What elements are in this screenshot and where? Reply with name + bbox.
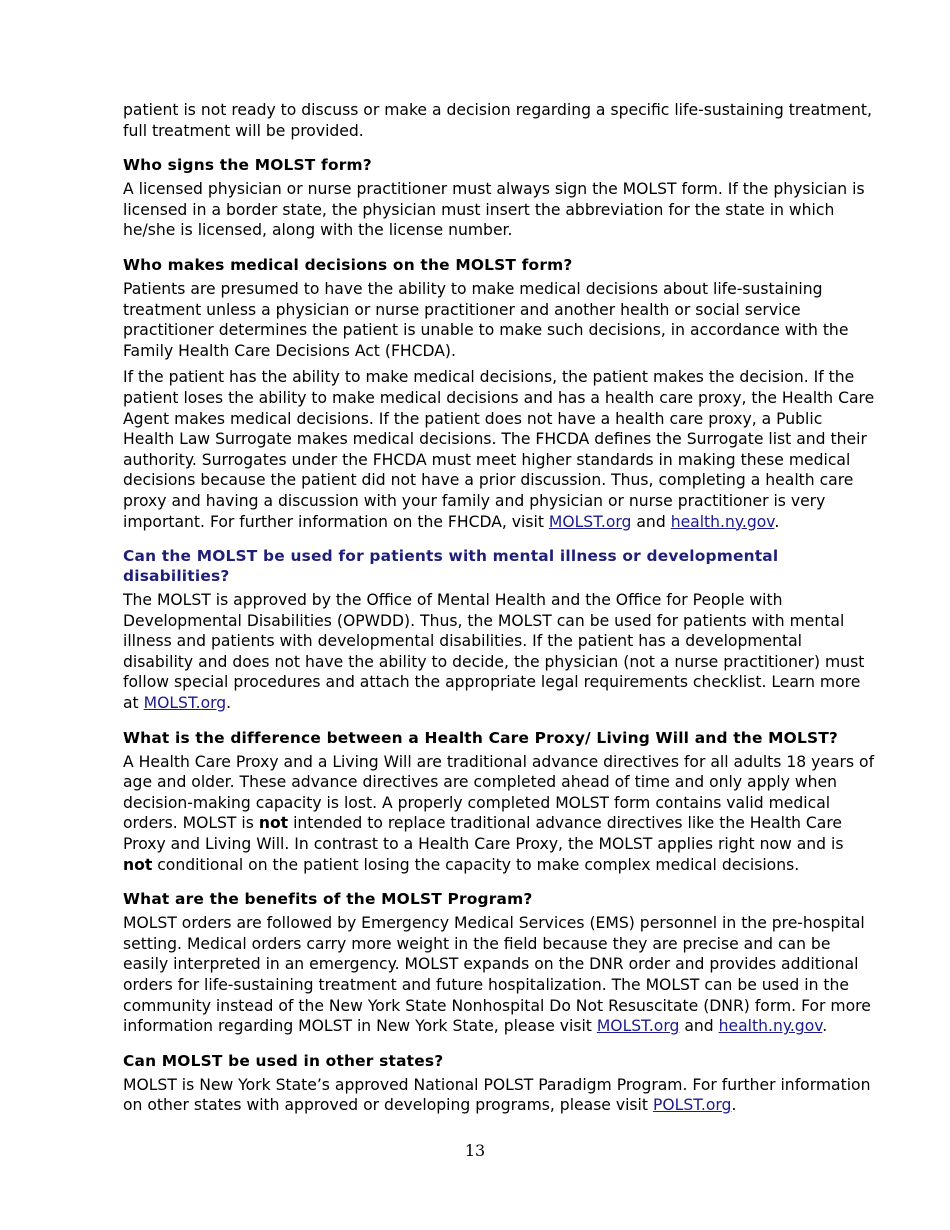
heading-difference: What is the difference between a Health Care Proxy/ Living Will and the MOLST?: [123, 728, 839, 747]
heading-mental-illness: Can the MOLST be used for patients with mental illness or developmental disabilities?: [123, 547, 779, 586]
and-text: and: [679, 1017, 719, 1036]
heading-who-signs: Who signs the MOLST form?: [123, 156, 372, 175]
molst-link[interactable]: MOLST.org: [143, 694, 227, 713]
who-signs-paragraph: A licensed physician or nurse practitioner must always sign the MOLST form. If the physician is licensed in a border state, the physician must insert the abbreviation for the state in which he/she is licensed, along with the license number.: [123, 180, 865, 240]
heading-who-decides: Who makes medical decisions on the MOLST form?: [123, 255, 573, 274]
health-ny-link[interactable]: health.ny.gov: [718, 1017, 823, 1036]
other-states-text: MOLST is New York State’s approved National POLST Paradigm Program. For further information on other states with approved or developing programs, please visit: [123, 1075, 871, 1115]
difference-paragraph: [123, 752, 875, 876]
period-text: .: [822, 1017, 828, 1036]
benefits-text: MOLST orders are followed by Emergency Medical Services (EMS) personnel in the pre-hospital setting. Medical orders carry more weight in the field because they are precise and can be easily interpreted in an emergency. MOLST expands on the DNR order and provides additional orders for life-sustaining treatment and future hospitalization. The MOLST can be used in the community instead of the New York State Nonhospital Do Not Resuscitate (DNR) form. For more information regarding MOLST in New York State, please visit: [123, 914, 871, 1036]
health-ny-link[interactable]: health.ny.gov: [670, 512, 775, 531]
period-text: .: [731, 1096, 737, 1115]
mental-illness-text: The MOLST is approved by the Office of Mental Health and the Office for People with Developmental Disabilities (OPWDD). Thus, the MOLST can be used for patients with mental illness and patients with developmental disabilities. If the patient has a developmental disability and does not have the ability to decide, the physician (not a nurse practitioner) must follow special procedures and attach the appropriate legal requirements checklist. Learn more at: [123, 591, 865, 713]
polst-link[interactable]: POLST.org: [652, 1096, 732, 1115]
intro-paragraph: patient is not ready to discuss or make a decision regarding a specific life-sustaining treatment, full treatment will be provided.: [123, 101, 872, 140]
and-text: and: [631, 512, 671, 531]
who-decides-paragraph-1: Patients are presumed to have the ability to make medical decisions about life-sustaining treatment unless a physician or nurse practitioner and another health or social service practitioner determines the patient is unable to make such decisions, in accordance with the Family Health Care Decisions Act (FHCDA).: [123, 279, 849, 360]
bold-not: not: [258, 814, 289, 833]
who-decides-text: If the patient has the ability to make medical decisions, the patient makes the decision. If the patient loses the ability to make medical decisions and has a health care proxy, the Health Care Agent makes medical decisions. If the patient does not have a health care proxy, a Public Health Law Surrogate makes medical decisions. The FHCDA defines the Surrogate list and their authority. Surrogates under the FHCDA must meet higher standards in making these medical decisions because the patient did not have a prior discussion. Thus, completing a health care proxy and having a discussion with your family and physician or nurse practitioner is very important. For further information on the FHCDA, visit: [123, 368, 875, 531]
heading-other-states: Can MOLST be used in other states?: [123, 1051, 444, 1070]
benefits-paragraph: [123, 913, 875, 1037]
period-text: .: [226, 694, 232, 713]
heading-benefits: What are the benefits of the MOLST Program?: [123, 890, 533, 909]
mental-illness-paragraph: [123, 590, 875, 714]
bold-not: not: [123, 855, 153, 874]
molst-link[interactable]: MOLST.org: [596, 1017, 680, 1036]
difference-text-2: intended to replace traditional advance directives like the Health Care Proxy and Living Will. In contrast to a Health Care Proxy, the MOLST applies right now and is: [123, 814, 844, 854]
difference-text-3: conditional on the patient losing the capacity to make complex medical decisions.: [152, 855, 800, 874]
difference-text-1: A Health Care Proxy and a Living Will are traditional advance directives for all adults 18 years of age and older. These advance directives are completed ahead of time and only apply when decision-making capacity is lost. A properly completed MOLST form contains valid medical orders. MOLST is: [123, 752, 875, 833]
page-number: 13: [464, 1141, 486, 1160]
molst-link[interactable]: MOLST.org: [548, 512, 632, 531]
period-text: .: [774, 512, 780, 531]
who-decides-paragraph-2: [123, 367, 875, 532]
other-states-paragraph: [123, 1075, 875, 1116]
document-page: [123, 100, 875, 1122]
